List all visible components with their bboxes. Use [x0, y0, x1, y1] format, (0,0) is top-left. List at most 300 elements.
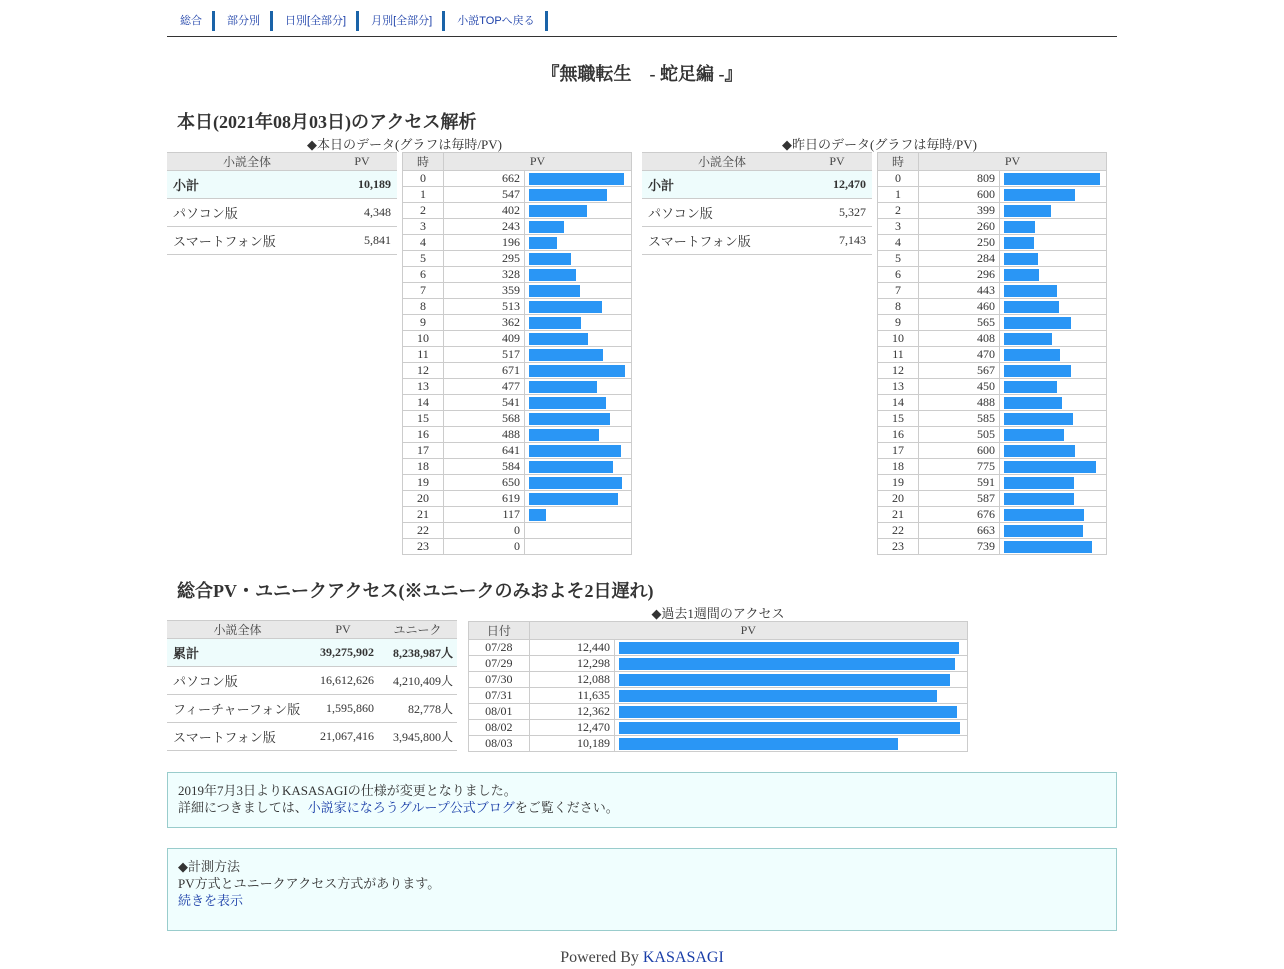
- bar-cell: [525, 507, 632, 523]
- hour-label: 22: [403, 523, 444, 539]
- pv-bar: [529, 365, 625, 377]
- row-label: 小計: [642, 171, 802, 199]
- table-row: [167, 227, 397, 255]
- nav-daily[interactable]: 日別[全部分]: [273, 11, 359, 31]
- row-label: パソコン版: [167, 199, 327, 227]
- hour-pv: 399: [919, 203, 1000, 219]
- hour-label: 21: [403, 507, 444, 523]
- col-header: 時: [403, 153, 444, 171]
- row-unique: 8,238,987人: [378, 639, 457, 667]
- nav-by-part[interactable]: 部分別: [215, 11, 273, 31]
- hour-label: 21: [878, 507, 919, 523]
- hour-label: 2: [403, 203, 444, 219]
- bar-cell: [1000, 331, 1107, 347]
- row-value: 5,327: [802, 199, 872, 227]
- col-header: 小説全体: [642, 153, 802, 171]
- row-label: 累計: [167, 639, 308, 667]
- bar-cell: [525, 379, 632, 395]
- hour-pv: 328: [444, 267, 525, 283]
- pv-bar: [529, 237, 557, 249]
- hour-row: [878, 299, 1107, 315]
- hour-pv: 196: [444, 235, 525, 251]
- hour-row: [403, 251, 632, 267]
- bar-cell: [1000, 283, 1107, 299]
- hour-pv: 450: [919, 379, 1000, 395]
- hour-row: [878, 203, 1107, 219]
- hour-label: 23: [403, 539, 444, 555]
- row-pv: 16,612,626: [308, 667, 378, 695]
- bar-cell: [525, 411, 632, 427]
- pv-bar: [529, 429, 599, 441]
- hour-pv: 541: [444, 395, 525, 411]
- pv-bar: [1004, 189, 1075, 201]
- col-header: 時: [878, 153, 919, 171]
- row-label: パソコン版: [167, 667, 308, 695]
- pv-bar: [529, 317, 581, 329]
- hour-pv: 568: [444, 411, 525, 427]
- bar-cell: [1000, 443, 1107, 459]
- hour-row: [878, 475, 1107, 491]
- hour-pv: 296: [919, 267, 1000, 283]
- hour-label: 6: [878, 267, 919, 283]
- bar-cell: [525, 203, 632, 219]
- hour-pv: 671: [444, 363, 525, 379]
- pv-bar: [529, 269, 576, 281]
- hour-label: 11: [878, 347, 919, 363]
- hour-label: 13: [878, 379, 919, 395]
- nav-overall[interactable]: 総合: [167, 11, 215, 31]
- hour-label: 19: [878, 475, 919, 491]
- week-row: [469, 672, 968, 688]
- hour-pv: 641: [444, 443, 525, 459]
- hour-pv: 517: [444, 347, 525, 363]
- pv-bar: [1004, 269, 1039, 281]
- hour-label: 1: [878, 187, 919, 203]
- notice-line-2: [178, 799, 1106, 816]
- pv-bar: [619, 738, 898, 750]
- col-header: ユニーク: [378, 621, 457, 639]
- hour-label: 18: [403, 459, 444, 475]
- pv-bar: [619, 706, 957, 718]
- hour-label: 7: [403, 283, 444, 299]
- pv-bar: [1004, 493, 1074, 505]
- pv-bar: [1004, 173, 1100, 185]
- row-pv: 21,067,416: [308, 723, 378, 751]
- week-date: 07/29: [469, 656, 530, 672]
- row-value: 4,348: [327, 199, 397, 227]
- bar-cell: [1000, 523, 1107, 539]
- hour-row: [878, 171, 1107, 187]
- hour-pv: 260: [919, 219, 1000, 235]
- hour-pv: 460: [919, 299, 1000, 315]
- pv-bar: [1004, 285, 1057, 297]
- hour-row: [878, 411, 1107, 427]
- hour-row: [878, 315, 1107, 331]
- notice-text: をご覧ください。: [514, 800, 619, 815]
- row-value: 7,143: [802, 227, 872, 255]
- hour-pv: 600: [919, 443, 1000, 459]
- hour-pv: 362: [444, 315, 525, 331]
- table-row: [167, 695, 457, 723]
- pv-bar: [529, 253, 571, 265]
- bar-cell: [615, 672, 968, 688]
- col-header: PV: [308, 621, 378, 639]
- hour-row: [403, 187, 632, 203]
- pv-bar: [1004, 381, 1057, 393]
- row-label: スマートフォン版: [167, 723, 308, 751]
- official-blog-link[interactable]: 小説家になろうグループ公式ブログ: [307, 800, 515, 815]
- bar-cell: [525, 427, 632, 443]
- row-unique: 3,945,800人: [378, 723, 457, 751]
- today-heading: 本日(2021年08月03日)のアクセス解析: [177, 112, 477, 132]
- hour-row: [403, 171, 632, 187]
- pv-bar: [529, 477, 622, 489]
- bar-cell: [615, 640, 968, 656]
- hour-row: [403, 283, 632, 299]
- hour-pv: 809: [919, 171, 1000, 187]
- hour-label: 4: [403, 235, 444, 251]
- pv-bar: [529, 397, 606, 409]
- hour-row: [878, 331, 1107, 347]
- bar-cell: [615, 688, 968, 704]
- hour-pv: 488: [919, 395, 1000, 411]
- hour-row: [403, 235, 632, 251]
- row-label: フィーチャーフォン版: [167, 695, 308, 723]
- bar-cell: [1000, 235, 1107, 251]
- hour-pv: 408: [919, 331, 1000, 347]
- week-row: [469, 640, 968, 656]
- hour-row: [403, 331, 632, 347]
- hour-row: [878, 235, 1107, 251]
- bar-cell: [1000, 395, 1107, 411]
- col-header: PV: [802, 153, 872, 171]
- bar-cell: [1000, 427, 1107, 443]
- pv-bar: [1004, 413, 1073, 425]
- pv-bar: [1004, 317, 1071, 329]
- hour-label: 6: [403, 267, 444, 283]
- footer: [167, 949, 1117, 967]
- hour-label: 17: [878, 443, 919, 459]
- total-summary-table: [167, 620, 457, 751]
- table-row: [167, 171, 397, 199]
- hour-pv: 443: [919, 283, 1000, 299]
- hour-row: [878, 267, 1107, 283]
- hour-label: 12: [878, 363, 919, 379]
- hour-pv: 477: [444, 379, 525, 395]
- hour-row: [403, 395, 632, 411]
- measure-text: PV方式とユニークアクセス方式があります。: [178, 876, 441, 891]
- row-label: スマートフォン版: [642, 227, 802, 255]
- hour-pv: 0: [444, 523, 525, 539]
- notice-box: [167, 772, 1117, 828]
- hour-label: 0: [878, 171, 919, 187]
- bar-cell: [1000, 379, 1107, 395]
- col-header: PV: [444, 153, 632, 171]
- hour-row: [403, 507, 632, 523]
- bar-cell: [525, 443, 632, 459]
- week-date: 08/03: [469, 736, 530, 752]
- today-caption: ◆本日のデータ(グラフは毎時/PV): [307, 137, 502, 152]
- hour-pv: 295: [444, 251, 525, 267]
- notice-text: 詳細につきましては、: [178, 800, 308, 815]
- hour-row: [878, 219, 1107, 235]
- week-pv: 12,470: [529, 720, 614, 736]
- hour-pv: 739: [919, 539, 1000, 555]
- row-value: 5,841: [327, 227, 397, 255]
- bar-cell: [525, 299, 632, 315]
- bar-cell: [525, 491, 632, 507]
- hour-label: 5: [878, 251, 919, 267]
- week-date: 08/02: [469, 720, 530, 736]
- hour-pv: 505: [919, 427, 1000, 443]
- bar-cell: [1000, 347, 1107, 363]
- hour-pv: 662: [444, 171, 525, 187]
- bar-cell: [615, 736, 968, 752]
- week-row: [469, 656, 968, 672]
- bar-cell: [525, 219, 632, 235]
- hour-row: [403, 491, 632, 507]
- hour-row: [878, 283, 1107, 299]
- hour-label: 18: [878, 459, 919, 475]
- hour-label: 20: [878, 491, 919, 507]
- bar-cell: [1000, 491, 1107, 507]
- hour-row: [403, 347, 632, 363]
- hour-row: [403, 459, 632, 475]
- bar-cell: [525, 523, 632, 539]
- notice-line-1: 2019年7月3日よりKASASAGIの仕様が変更となりました。: [178, 783, 517, 798]
- hour-pv: 0: [444, 539, 525, 555]
- bar-cell: [525, 459, 632, 475]
- pv-bar: [529, 285, 580, 297]
- hour-label: 14: [878, 395, 919, 411]
- hour-row: [878, 187, 1107, 203]
- pv-bar: [1004, 301, 1059, 313]
- hour-pv: 591: [919, 475, 1000, 491]
- hour-row: [878, 443, 1107, 459]
- row-label: 小計: [167, 171, 327, 199]
- col-header: PV: [919, 153, 1107, 171]
- pv-bar: [1004, 253, 1038, 265]
- hour-label: 11: [403, 347, 444, 363]
- pv-bar: [1004, 429, 1064, 441]
- kasasagi-link[interactable]: KASASAGI: [642, 949, 724, 966]
- hour-pv: 585: [919, 411, 1000, 427]
- bar-cell: [1000, 315, 1107, 331]
- row-unique: 4,210,409人: [378, 667, 457, 695]
- week-date: 07/31: [469, 688, 530, 704]
- pv-bar: [1004, 205, 1051, 217]
- pv-bar: [619, 690, 937, 702]
- hour-pv: 565: [919, 315, 1000, 331]
- pv-bar: [1004, 525, 1083, 537]
- col-header: 小説全体: [167, 153, 327, 171]
- hour-pv: 409: [444, 331, 525, 347]
- pv-bar: [619, 722, 960, 734]
- hour-pv: 650: [444, 475, 525, 491]
- hour-label: 23: [878, 539, 919, 555]
- today-summary-table: [167, 152, 397, 255]
- pv-bar: [619, 658, 955, 670]
- hour-label: 15: [403, 411, 444, 427]
- week-pv: 10,189: [529, 736, 614, 752]
- table-row: [167, 199, 397, 227]
- hour-row: [403, 299, 632, 315]
- week-date: 07/28: [469, 640, 530, 656]
- table-row: [167, 667, 457, 695]
- bar-cell: [525, 475, 632, 491]
- hour-label: 14: [403, 395, 444, 411]
- bar-cell: [525, 187, 632, 203]
- pv-bar: [1004, 237, 1034, 249]
- pv-bar: [1004, 349, 1060, 361]
- hour-pv: 663: [919, 523, 1000, 539]
- col-header: 日付: [469, 622, 530, 640]
- hour-label: 7: [878, 283, 919, 299]
- bar-cell: [525, 171, 632, 187]
- hour-label: 20: [403, 491, 444, 507]
- table-row: [167, 639, 457, 667]
- hour-pv: 600: [919, 187, 1000, 203]
- hour-pv: 513: [444, 299, 525, 315]
- show-more-link[interactable]: 続きを表示: [178, 893, 244, 908]
- week-caption: ◆過去1週間のアクセス: [651, 606, 785, 621]
- yesterday-summary-table: [642, 152, 872, 255]
- hour-pv: 284: [919, 251, 1000, 267]
- nav-monthly[interactable]: 月別[全部分]: [359, 11, 445, 31]
- bar-cell: [1000, 203, 1107, 219]
- hour-pv: 676: [919, 507, 1000, 523]
- yesterday-hourly-table: [877, 152, 1107, 555]
- hour-label: 9: [403, 315, 444, 331]
- hour-row: [878, 491, 1107, 507]
- pv-bar: [529, 461, 613, 473]
- hour-row: [403, 475, 632, 491]
- hour-row: [403, 363, 632, 379]
- table-row: [642, 199, 872, 227]
- bar-cell: [1000, 411, 1107, 427]
- hour-label: 10: [403, 331, 444, 347]
- row-unique: 82,778人: [378, 695, 457, 723]
- col-header: PV: [327, 153, 397, 171]
- measure-box: [167, 848, 1117, 931]
- hour-row: [403, 267, 632, 283]
- hour-label: 5: [403, 251, 444, 267]
- row-value: 12,470: [802, 171, 872, 199]
- week-pv: 12,362: [529, 704, 614, 720]
- row-pv: 39,275,902: [308, 639, 378, 667]
- hour-pv: 250: [919, 235, 1000, 251]
- pv-bar: [1004, 333, 1052, 345]
- week-row: [469, 720, 968, 736]
- hour-label: 1: [403, 187, 444, 203]
- hour-pv: 587: [919, 491, 1000, 507]
- bar-cell: [525, 315, 632, 331]
- bar-cell: [1000, 187, 1107, 203]
- col-header: PV: [529, 622, 967, 640]
- bar-cell: [525, 347, 632, 363]
- pv-bar: [1004, 397, 1062, 409]
- yesterday-caption: ◆昨日のデータ(グラフは毎時/PV): [782, 137, 977, 152]
- week-pv: 11,635: [529, 688, 614, 704]
- pv-bar: [529, 381, 597, 393]
- bar-cell: [525, 331, 632, 347]
- hour-label: 15: [878, 411, 919, 427]
- hour-label: 12: [403, 363, 444, 379]
- hour-label: 0: [403, 171, 444, 187]
- pv-bar: [529, 173, 624, 185]
- hour-row: [403, 203, 632, 219]
- pv-bar: [529, 445, 621, 457]
- pv-bar: [1004, 221, 1035, 233]
- pv-bar: [1004, 477, 1074, 489]
- hour-row: [403, 219, 632, 235]
- hour-label: 16: [878, 427, 919, 443]
- bar-cell: [1000, 219, 1107, 235]
- hour-row: [403, 427, 632, 443]
- hour-row: [403, 379, 632, 395]
- hour-label: 10: [878, 331, 919, 347]
- bar-cell: [525, 267, 632, 283]
- pv-bar: [529, 509, 546, 521]
- pv-bar: [1004, 445, 1075, 457]
- pv-bar: [529, 493, 618, 505]
- bar-cell: [1000, 363, 1107, 379]
- bar-cell: [525, 235, 632, 251]
- hour-row: [878, 251, 1107, 267]
- hour-row: [403, 539, 632, 555]
- hour-pv: 470: [919, 347, 1000, 363]
- row-value: 10,189: [327, 171, 397, 199]
- week-row: [469, 688, 968, 704]
- hour-label: 3: [403, 219, 444, 235]
- row-pv: 1,595,860: [308, 695, 378, 723]
- hour-row: [878, 523, 1107, 539]
- pv-bar: [1004, 509, 1084, 521]
- hour-label: 13: [403, 379, 444, 395]
- hour-label: 3: [878, 219, 919, 235]
- bar-cell: [1000, 507, 1107, 523]
- bar-cell: [1000, 267, 1107, 283]
- week-date: 07/30: [469, 672, 530, 688]
- hour-label: 8: [878, 299, 919, 315]
- hour-pv: 584: [444, 459, 525, 475]
- hour-row: [403, 315, 632, 331]
- hour-row: [878, 507, 1107, 523]
- bar-cell: [1000, 251, 1107, 267]
- bar-cell: [615, 720, 968, 736]
- hour-row: [878, 459, 1107, 475]
- week-pv: 12,440: [529, 640, 614, 656]
- pv-bar: [619, 642, 959, 654]
- hour-pv: 775: [919, 459, 1000, 475]
- table-row: [642, 227, 872, 255]
- bar-cell: [525, 283, 632, 299]
- nav-novel-top[interactable]: 小説TOPへ戻る: [445, 11, 547, 31]
- hour-label: 17: [403, 443, 444, 459]
- pv-bar: [529, 205, 587, 217]
- bar-cell: [525, 395, 632, 411]
- divider: [167, 36, 1117, 37]
- hour-pv: 243: [444, 219, 525, 235]
- hour-row: [403, 523, 632, 539]
- hour-row: [878, 347, 1107, 363]
- table-row: [642, 171, 872, 199]
- row-label: パソコン版: [642, 199, 802, 227]
- pv-bar: [529, 189, 607, 201]
- bar-cell: [525, 539, 632, 555]
- hour-pv: 402: [444, 203, 525, 219]
- week-row: [469, 736, 968, 752]
